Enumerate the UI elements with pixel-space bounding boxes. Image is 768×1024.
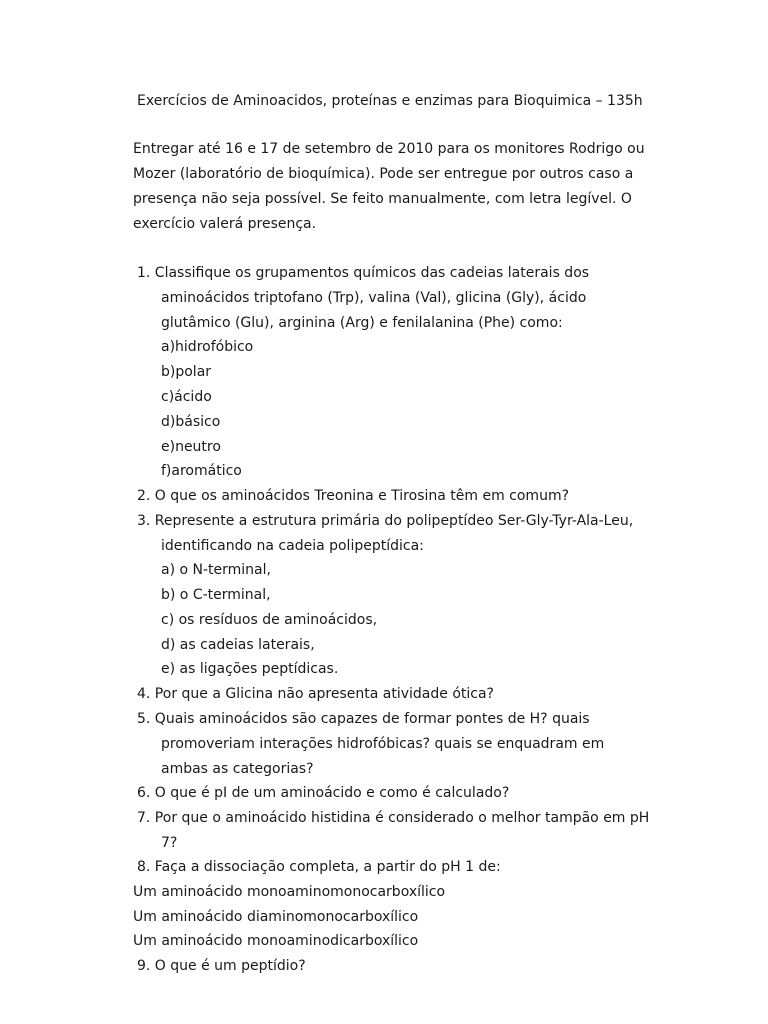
question-text: 5. Quais aminoácidos são capazes de formar pontes de H? quais [137, 711, 590, 727]
question-text: ambas as categorias? [161, 761, 314, 777]
question-6: 6. O que é pI de um aminoácido e como é calculado? [137, 785, 510, 801]
question-subitem: Um aminoácido monoaminodicarboxílico [133, 933, 419, 949]
question-text: identificando na cadeia polipeptídica: [161, 538, 424, 554]
question-option: e)neutro [161, 439, 221, 455]
question-text: glutâmico (Glu), arginina (Arg) e fenilalanina (Phe) como: [161, 315, 563, 331]
question-subitem: Um aminoácido diaminomonocarboxílico [133, 909, 419, 925]
question-text: promoveriam interações hidrofóbicas? quais se enquadram em [161, 736, 605, 752]
document-title: Exercícios de Aminoacidos, proteínas e enzimas para Bioquimica – 135h [137, 93, 643, 109]
question-option: d)básico [161, 414, 221, 430]
question-text: 7. Por que o aminoácido histidina é considerado o melhor tampão em pH [137, 810, 650, 826]
question-option: b) o C-terminal, [161, 587, 271, 603]
question-option: d) as cadeias laterais, [161, 637, 315, 653]
question-option: f)aromático [161, 463, 242, 479]
intro-line: Mozer (laboratório de bioquímica). Pode ser entregue por outros caso a [133, 166, 634, 182]
intro-line: presença não seja possível. Se feito manualmente, com letra legível. O [133, 191, 632, 207]
question-option: c)ácido [161, 389, 212, 405]
question-text: aminoácidos triptofano (Trp), valina (Val), glicina (Gly), ácido [161, 290, 587, 306]
intro-line: Entregar até 16 e 17 de setembro de 2010 para os monitores Rodrigo ou [133, 141, 645, 157]
question-text: 1. Classifique os grupamentos químicos das cadeias laterais dos [137, 265, 590, 281]
question-4: 4. Por que a Glicina não apresenta atividade ótica? [137, 686, 494, 702]
question-subitem: Um aminoácido monoaminomonocarboxílico [133, 884, 446, 900]
question-text: 3. Represente a estrutura primária do polipeptídeo Ser-Gly-Tyr-Ala-Leu, [137, 513, 634, 529]
question-9: 9. O que é um peptídio? [137, 958, 306, 974]
question-option: a) o N-terminal, [161, 562, 271, 578]
question-text: 7? [161, 835, 178, 851]
question-option: c) os resíduos de aminoácidos, [161, 612, 378, 628]
question-text: 8. Faça a dissociação completa, a partir do pH 1 de: [137, 859, 501, 875]
question-option: a)hidrofóbico [161, 339, 254, 355]
question-2: 2. O que os aminoácidos Treonina e Tirosina têm em comum? [137, 488, 570, 504]
question-option: e) as ligações peptídicas. [161, 661, 339, 677]
question-option: b)polar [161, 364, 212, 380]
intro-line: exercício valerá presença. [133, 216, 317, 232]
